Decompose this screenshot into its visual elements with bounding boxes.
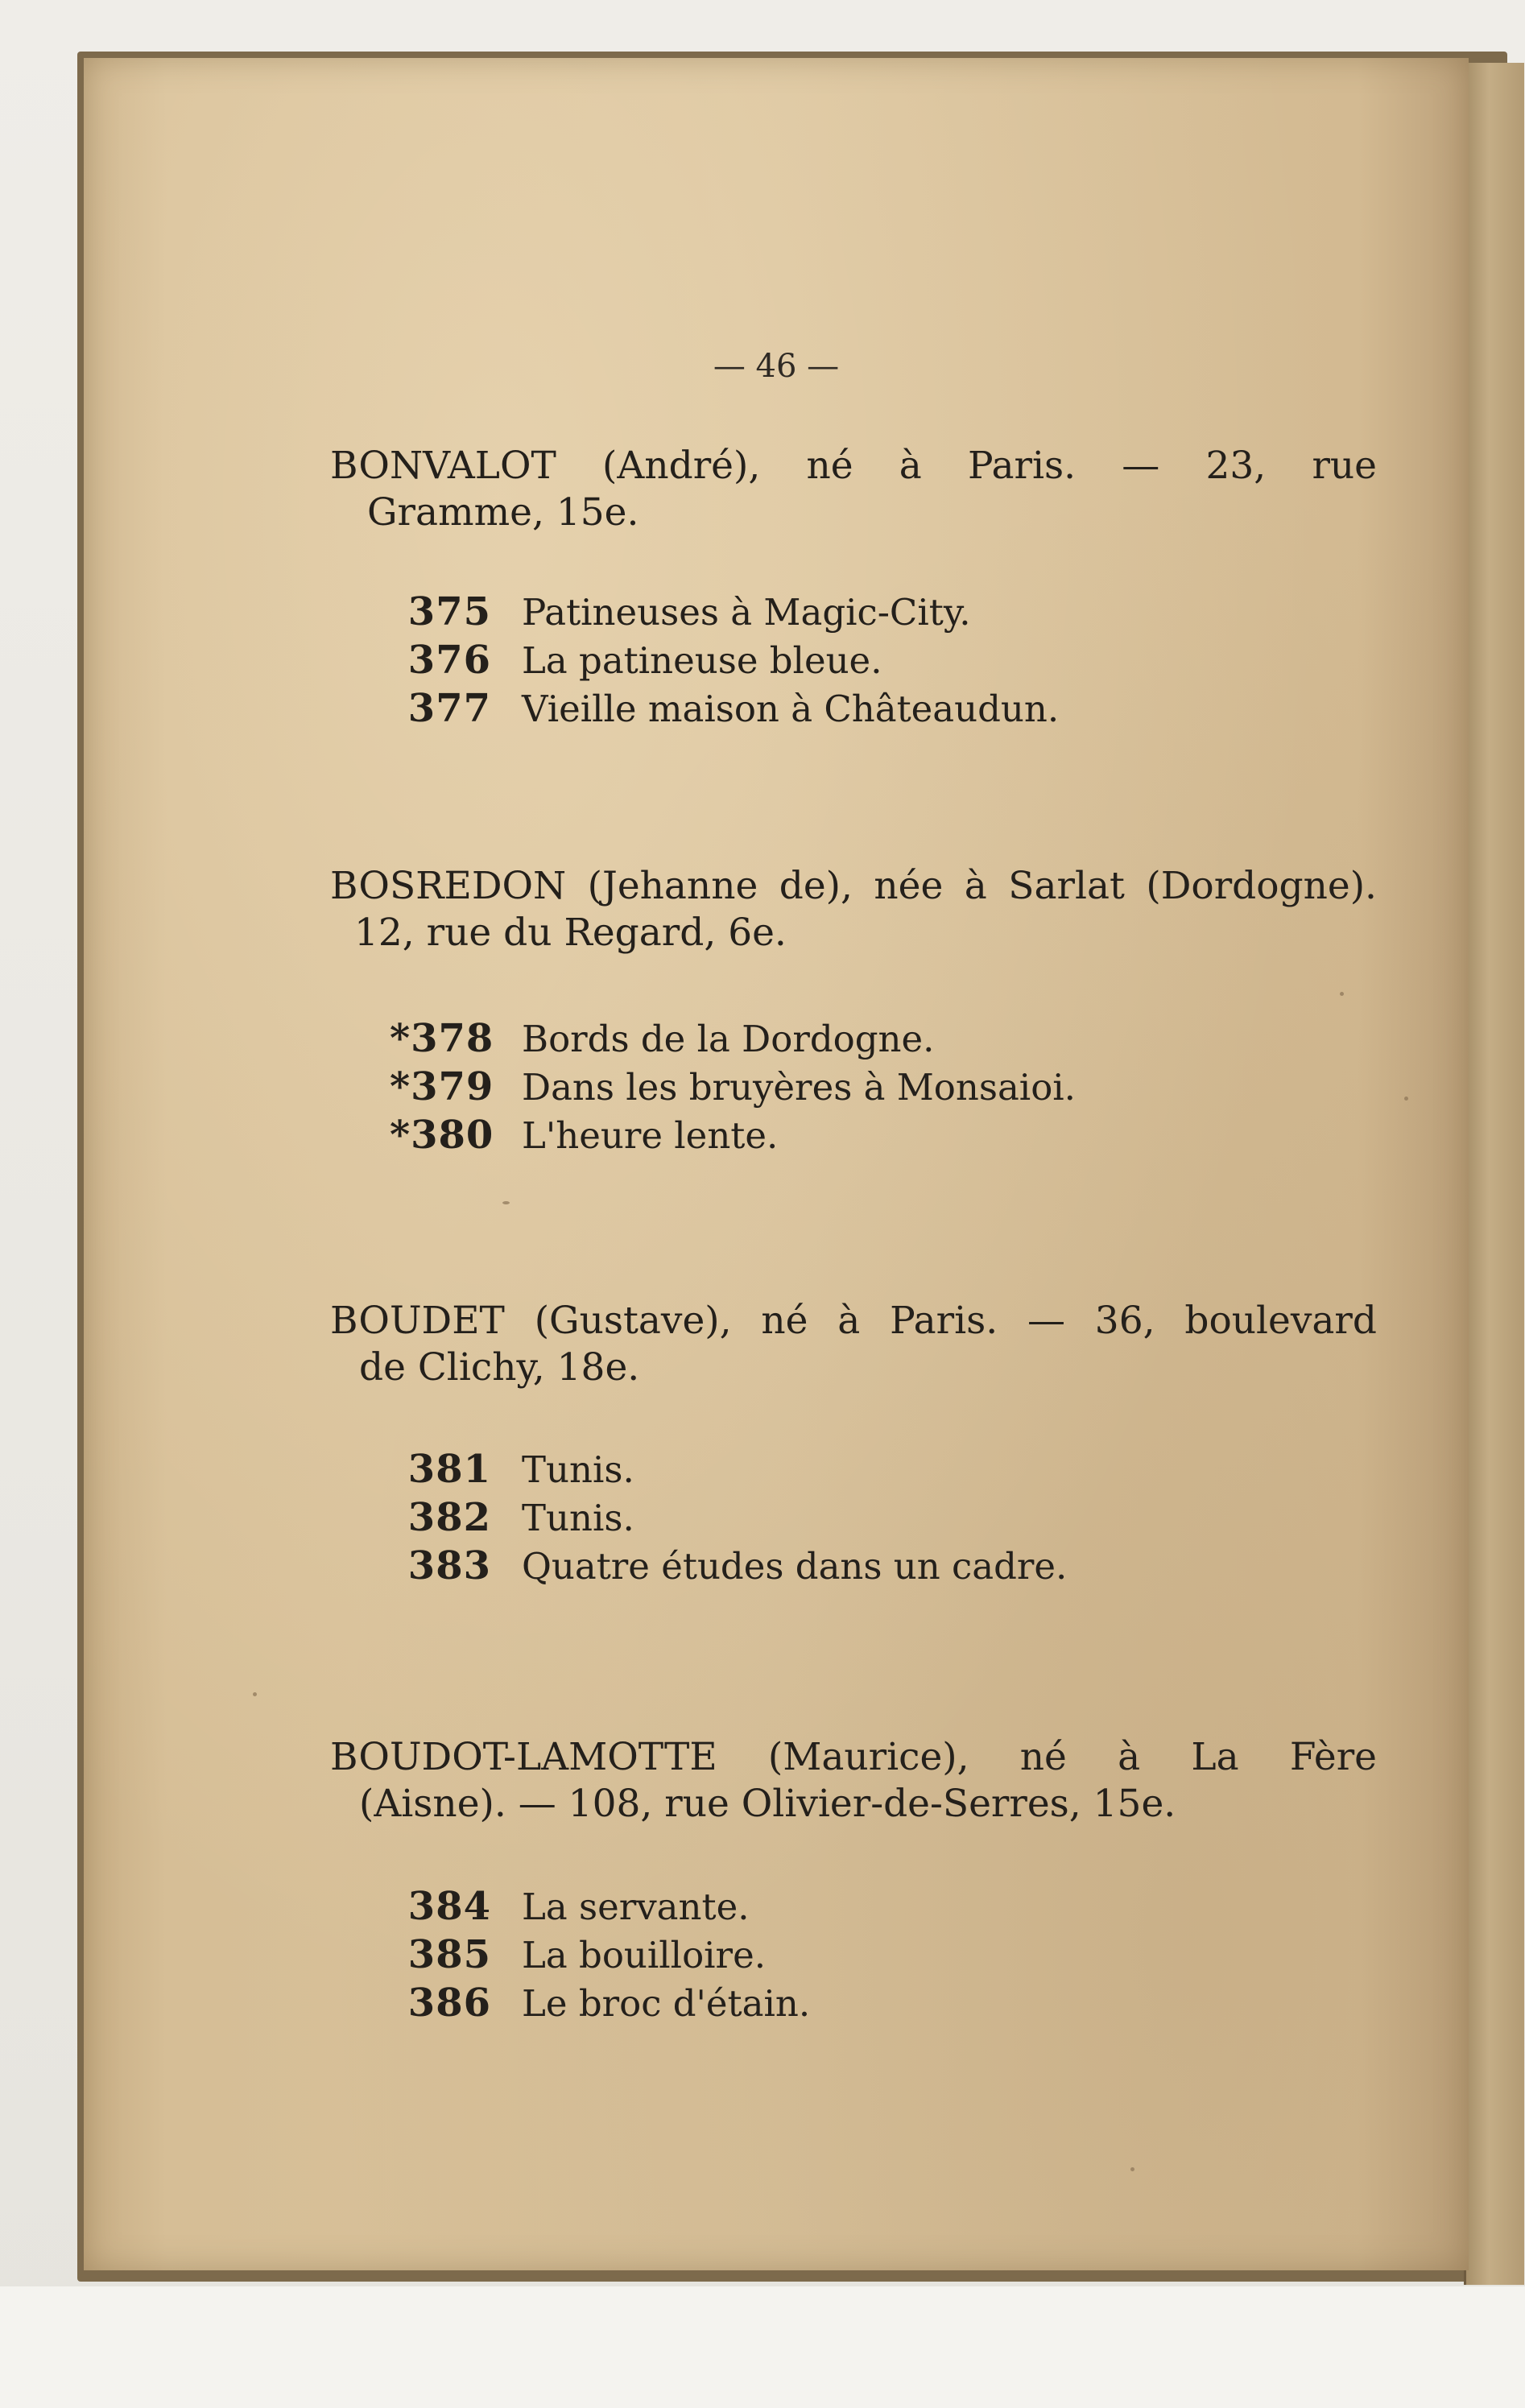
- work-title: Quatre études dans un cadre.: [522, 1545, 1068, 1588]
- works-list: [390, 1016, 1275, 1161]
- catalogue-number: 377: [407, 686, 491, 731]
- artist-entry-heading: [330, 1298, 1377, 1391]
- artist-address-line: (Aisne). — 108, rue Olivier-de-Serres, 15e.: [359, 1782, 1176, 1826]
- works-list: [390, 589, 1275, 734]
- list-item: [390, 1932, 1275, 1981]
- artist-name-line: BOUDOT-LAMOTTE (Maurice), né à La Fère: [330, 1735, 1377, 1779]
- artist-entry-heading: [330, 1734, 1377, 1828]
- work-title: La bouilloire.: [522, 1934, 767, 1976]
- catalogue-number: 375: [407, 589, 491, 634]
- list-item: [390, 1495, 1275, 1543]
- book-page: [84, 58, 1469, 2270]
- artist-entry-heading: [330, 863, 1377, 956]
- list-item: [390, 1064, 1275, 1113]
- paper-speck: [253, 1692, 257, 1696]
- list-item: [390, 1447, 1275, 1495]
- catalogue-number: 386: [407, 1981, 491, 2026]
- catalogue-number: 382: [407, 1495, 491, 1540]
- artist-address-line: Gramme, 15e.: [367, 490, 639, 535]
- catalogue-number: *380: [390, 1113, 494, 1158]
- list-item: [390, 1543, 1275, 1592]
- catalogue-number: 376: [407, 638, 491, 683]
- works-list: [390, 1447, 1275, 1592]
- paper-speck: [1404, 1097, 1408, 1101]
- facing-page-edge: [1464, 63, 1524, 2285]
- work-title: Le broc d'étain.: [522, 1982, 811, 2025]
- work-title: Bords de la Dordogne.: [522, 1018, 935, 1060]
- work-title: Vieille maison à Châteaudun.: [522, 688, 1060, 730]
- list-item: [390, 1981, 1275, 2029]
- works-list: [390, 1884, 1275, 2029]
- artist-address-line: de Clichy, 18e.: [359, 1345, 640, 1390]
- artist-name-line: BOSREDON (Jehanne de), née à Sarlat (Dordogne).: [330, 864, 1377, 908]
- catalogue-number: 385: [407, 1932, 491, 1977]
- artist-entry-heading: [330, 443, 1377, 536]
- paper-speck: [502, 1201, 510, 1204]
- work-title: Tunis.: [522, 1497, 634, 1539]
- scan-margin: [0, 2286, 1525, 2408]
- work-title: Patineuses à Magic-City.: [522, 591, 971, 634]
- catalogue-number: *379: [390, 1064, 494, 1109]
- work-title: Dans les bruyères à Monsaioi.: [522, 1066, 1076, 1109]
- artist-name-line: BONVALOT (André), né à Paris. — 23, rue: [330, 444, 1377, 488]
- catalogue-number: 381: [407, 1447, 491, 1492]
- work-title: Tunis.: [522, 1448, 634, 1491]
- list-item: [390, 1884, 1275, 1932]
- list-item: [390, 1113, 1275, 1161]
- catalogue-number: *378: [390, 1016, 494, 1061]
- list-item: [390, 589, 1275, 638]
- work-title: L'heure lente.: [522, 1114, 779, 1157]
- work-title: La patineuse bleue.: [522, 639, 882, 682]
- catalogue-number: 384: [407, 1884, 491, 1929]
- artist-name-line: BOUDET (Gustave), né à Paris. — 36, boulevard: [330, 1299, 1377, 1343]
- artist-address-line: 12, rue du Regard, 6e.: [354, 911, 787, 955]
- list-item: [390, 686, 1275, 734]
- list-item: [390, 1016, 1275, 1064]
- catalogue-number: 383: [407, 1543, 491, 1588]
- page-number: — 46 —: [713, 348, 840, 385]
- work-title: La servante.: [522, 1886, 750, 1928]
- paper-speck: [1340, 992, 1344, 996]
- list-item: [390, 638, 1275, 686]
- paper-speck: [1130, 2167, 1134, 2171]
